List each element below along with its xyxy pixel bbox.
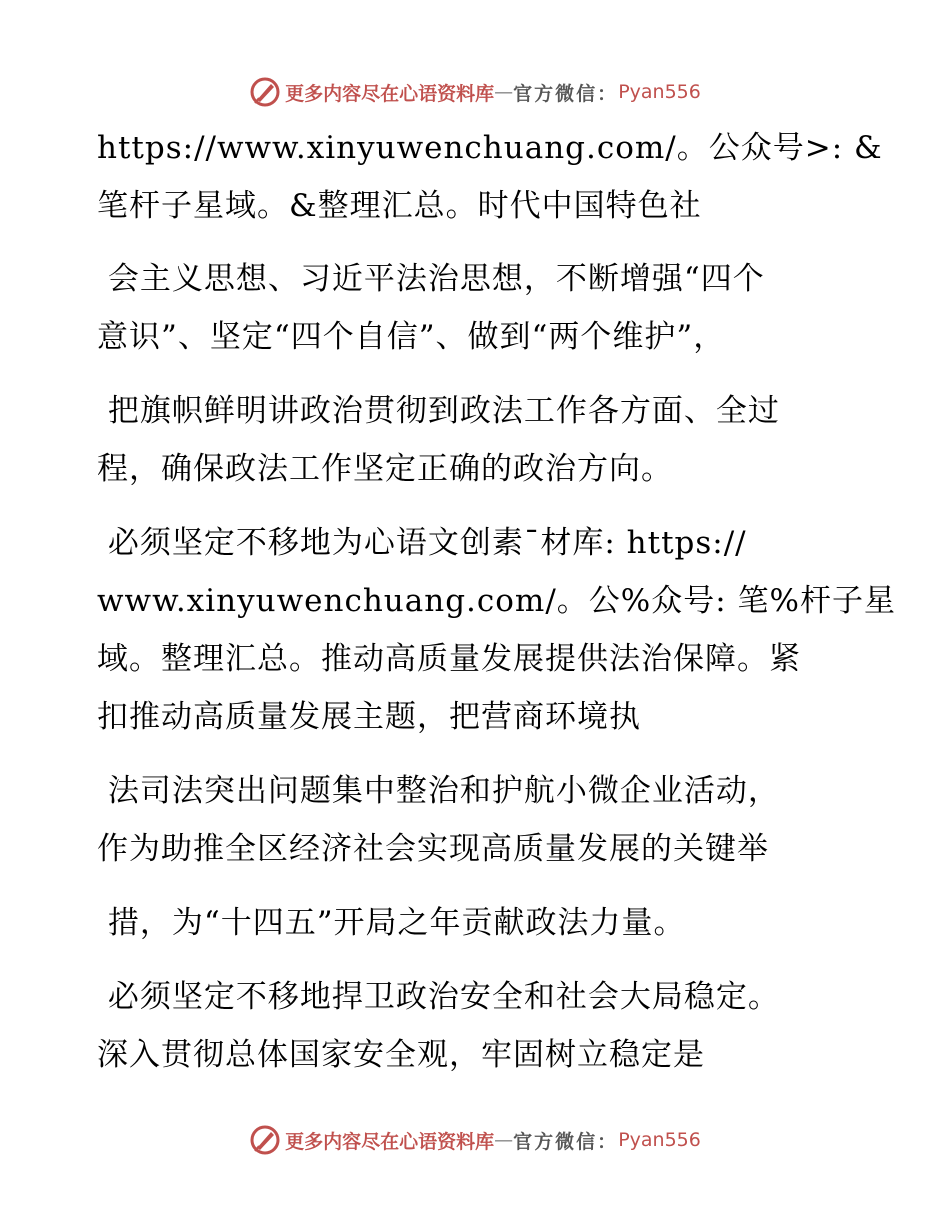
text-line: 措，为“十四五”开局之年贡献政法力量。 [97,905,686,941]
text-line: 程，确保政法工作坚定正确的政治方向。 [97,451,673,487]
banner-main-text: 更多内容尽在心语资料库 [285,1130,495,1153]
text-line: 意识”、坚定“四个自信”、做到“两个维护”， [97,319,726,355]
banner-wechat-handle: Pyan556 [618,1129,701,1151]
text-line: 作为助推全区经济社会实现高质量发展的关键举 [97,831,769,867]
text-line: www.xinyuwenchuang.com/。公%众号: 笔%杆子星 [97,583,896,619]
banner-dash: — [494,1129,514,1151]
text-line: 扣推动高质量发展主题，把营商环境执 [97,699,641,735]
text-line: https://www.xinyuwenchuang.com/。公众号>: & [97,130,883,166]
text-line: 笔杆子星域。&整理汇总。时代中国特色社 [97,188,702,224]
banner-main-text: 更多内容尽在心语资料库 [285,82,495,105]
banner-wechat-handle: Pyan556 [618,81,701,103]
text-line: 域。整理汇总。推动高质量发展提供法治保障。紧 [97,641,801,677]
text-line: 必须坚定不移地为心语文创素¯材库: https:// [97,525,747,561]
text-line: 必须坚定不移地捍卫政治安全和社会大局稳定。 [97,979,780,1015]
text-line: 深入贯彻总体国家安全观，牢固树立稳定是 [97,1037,705,1073]
quill-pen-logo-icon [249,76,281,108]
banner-dash: — [494,81,514,103]
text-line: 把旗帜鲜明讲政治贯彻到政法工作各方面、全过 [97,393,780,429]
text-line: 会主义思想、习近平法治思想，不断增强“四个 [97,261,765,297]
text-line: 法司法突出问题集中整治和护航小微企业活动， [97,773,780,809]
header-banner [0,72,950,112]
banner-official-label: 官方微信： [513,82,619,105]
footer-banner [0,1120,950,1160]
quill-pen-logo-icon [249,1124,281,1156]
banner-official-label: 官方微信： [513,1130,619,1153]
